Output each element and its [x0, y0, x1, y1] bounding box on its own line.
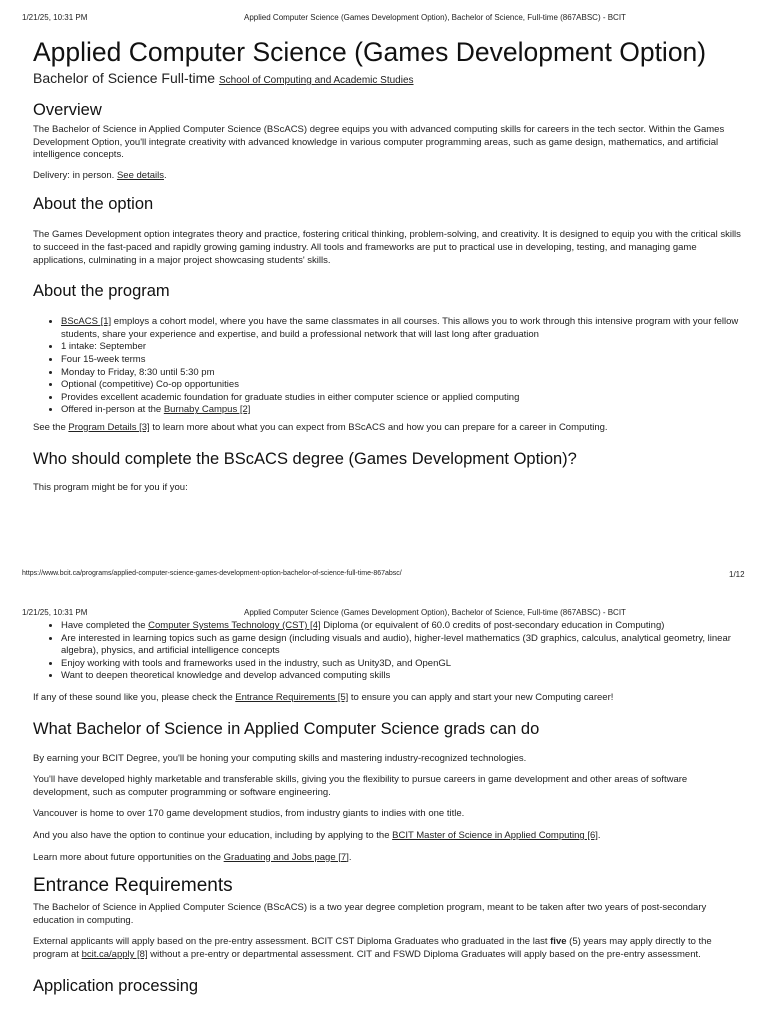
- see-details-link[interactable]: See details: [116, 169, 164, 181]
- entrance-p2-post: without a pre-entry or departmental assessment. CIT and FSWD Diploma Graduates will apply based on the pre-entry assessment.: [147, 948, 701, 960]
- entrance-p2-pre: External applicants will apply based on the pre-entry assessment. BCIT CST Diploma Graduates who graduated in the last: [33, 936, 551, 948]
- who-should-intro: This program might be for you if you:: [33, 481, 188, 493]
- print-doc-title: Applied Computer Science (Games Development Option), Bachelor of Science, Full-time (867ABSC) - BCIT: [244, 13, 626, 22]
- cst-link[interactable]: Computer Systems Technology (CST) [4]: [148, 620, 321, 631]
- overview-heading: Overview: [33, 101, 102, 119]
- grads-p5-pre: Learn more about future opportunities on the: [33, 851, 224, 863]
- list-item: • 1 intake: September: [61, 341, 743, 354]
- list-item: • Monday to Friday, 8:30 until 5:30 pm: [61, 367, 743, 380]
- page-title: Applied Computer Science (Games Development Option): [33, 37, 707, 67]
- bscacs-link[interactable]: BScACS [1]: [61, 316, 112, 328]
- list-item: • Are interested in learning topics such as game design (including visuals and audio), higher-level mathematics (3D graphics, calculus, analytical geometry, linear algebra), physics, and artificial intelligence concepts: [61, 633, 743, 658]
- list-item: • Provides excellent academic foundation for graduate studies in either computer science or applied computing: [61, 392, 743, 405]
- grads-p4-pre: And you also have the option to continue your education, including by applying to the: [33, 829, 393, 841]
- list-item: • Want to deepen theoretical knowledge and develop advanced computing skills: [61, 670, 743, 683]
- print-page-number: 1/12: [729, 570, 745, 579]
- grads-paragraph-2: You'll have developed highly marketable and transferable skills, giving you the flexibility to pursue careers in game development and other areas of software development, such as computer programming or software engineering.: [33, 774, 688, 798]
- entrance-heading: Entrance Requirements: [33, 875, 233, 897]
- list-item-text: Offered in-person at the: [61, 404, 164, 416]
- grads-paragraph-5: [33, 852, 743, 865]
- page-two-content: [33, 620, 743, 996]
- list-item: [61, 620, 743, 633]
- list-item: [61, 404, 743, 417]
- entrance-check-pre: If any of these sound like you, please check the: [33, 691, 236, 703]
- program-details-pre: See the: [33, 421, 69, 433]
- list-item: • Enjoy working with tools and frameworks used in the industry, such as Unity3D, and OpenGL: [61, 658, 743, 671]
- page-subtitle: [33, 70, 743, 86]
- program-details-link[interactable]: Program Details [3]: [68, 421, 150, 433]
- print-doc-title-page-2: Applied Computer Science (Games Development Option), Bachelor of Science, Full-time (867ABSC) - BCIT: [244, 608, 626, 617]
- degree-label: Bachelor of Science Full-time: [33, 70, 216, 86]
- who-should-heading: Who should complete the BScACS degree (Games Development Option)?: [33, 449, 577, 468]
- print-url: https://www.bcit.ca/programs/applied-computer-science-games-development-option-bachelor-of-science-full-time-867absc/: [22, 570, 402, 577]
- print-datetime: 1/21/25, 10:31 PM: [22, 13, 88, 22]
- page-one-content: [33, 36, 743, 494]
- list-item: • Four 15-week terms: [61, 354, 743, 367]
- list-item-text: Diploma (or equivalent of 60.0 credits of post-secondary education in Computing): [320, 620, 665, 631]
- who-should-list: [33, 620, 743, 683]
- entrance-p2-bold: five: [550, 936, 567, 948]
- delivery-text: Delivery: in person.: [33, 169, 115, 181]
- grads-heading: What Bachelor of Science in Applied Computer Science grads can do: [33, 719, 540, 738]
- delivery-period: .: [163, 169, 167, 181]
- graduating-jobs-link[interactable]: Graduating and Jobs page [7]: [223, 851, 349, 863]
- grads-p5-post: .: [348, 851, 352, 863]
- entrance-paragraph-1: The Bachelor of Science in Applied Computer Science (BScACS) is a two year degree completion program, meant to be taken after two years of post-secondary education in computing.: [33, 902, 707, 926]
- about-option-paragraph: The Games Development option integrates theory and practice, fostering critical thinking, problem-solving, and creativity. It is designed to equip you with the critical skills to succeed in the fast-paced and rapidly growing gaming industry. All tools and frameworks are put to practical use in developing, testing, and managing game applications, culminating in a major project showcasing students' skills.: [33, 229, 741, 266]
- entrance-requirements-link[interactable]: Entrance Requirements [5]: [235, 691, 349, 703]
- bcit-apply-link[interactable]: bcit.ca/apply [8]: [81, 948, 148, 960]
- list-item: • Optional (competitive) Co-op opportunities: [61, 379, 743, 392]
- master-science-link[interactable]: BCIT Master of Science in Applied Computing [6]: [392, 829, 598, 841]
- application-processing-heading: Application processing: [33, 976, 199, 995]
- entrance-check-post: to ensure you can apply and start your new Computing career!: [348, 691, 614, 703]
- grads-paragraph-1: By earning your BCIT Degree, you'll be honing your computing skills and mastering industry-recognized technologies.: [33, 752, 527, 764]
- overview-paragraph: The Bachelor of Science in Applied Computer Science (BScACS) degree equips you with advanced computing skills for careers in the tech sector. Within the Games Development Option, you'll integrate creativity with advanced knowledge in various computer programming areas, such as game design, mathematics, and artificial intelligence concepts.: [33, 124, 725, 161]
- entrance-check-line: [33, 692, 743, 705]
- entrance-p2-mid: (5) years may apply directly to the program at: [33, 936, 712, 960]
- program-details-post: to learn more about what you can expect from BScACS and how you can prepare for a career in Computing.: [149, 421, 608, 433]
- about-option-heading: About the option: [33, 195, 154, 214]
- grads-paragraph-4: [33, 830, 743, 843]
- grads-p4-post: .: [597, 829, 601, 841]
- burnaby-campus-link[interactable]: Burnaby Campus [2]: [163, 404, 251, 416]
- program-details-line: [33, 422, 743, 435]
- print-datetime-page-2: 1/21/25, 10:31 PM: [22, 608, 88, 617]
- list-item-text: employs a cohort model, where you have the same classmates in all courses. This allows you to work through this intensive program with your fellow students, share your experience and expertise, and build a professional network that will last long after graduation: [61, 316, 739, 340]
- list-item: [61, 316, 743, 341]
- delivery-line: [33, 170, 743, 183]
- program-features-list: [33, 316, 743, 417]
- school-link[interactable]: School of Computing and Academic Studies: [218, 75, 414, 86]
- grads-paragraph-3: Vancouver is home to over 170 game development studios, from industry giants to indies with one title.: [33, 808, 465, 820]
- about-program-heading: About the program: [33, 282, 170, 301]
- entrance-paragraph-2: [33, 936, 743, 961]
- list-item-text: Have completed the: [61, 620, 149, 631]
